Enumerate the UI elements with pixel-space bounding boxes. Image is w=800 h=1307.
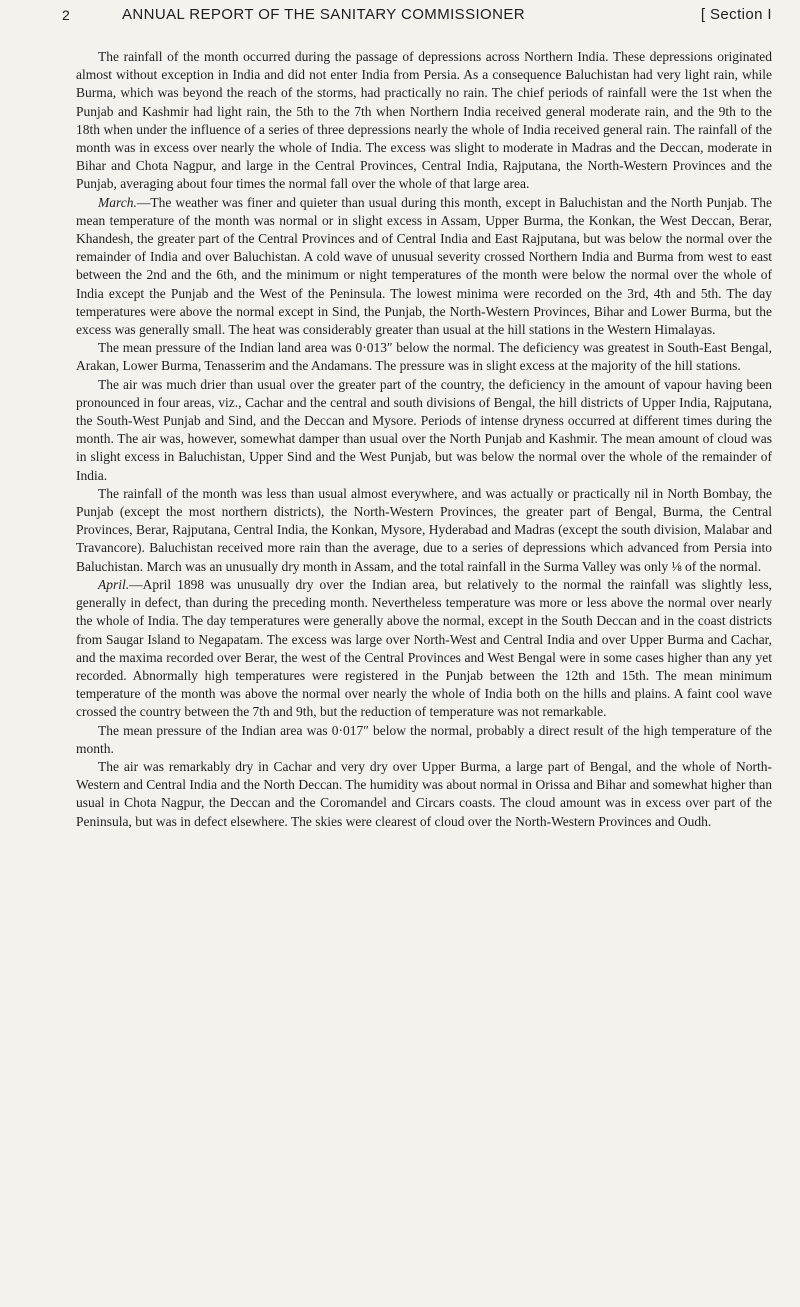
paragraph	[76, 722, 772, 758]
running-title: ANNUAL REPORT OF THE SANITARY COMMISSIONER	[122, 6, 525, 23]
paragraph	[76, 194, 772, 340]
paragraph-text: —The weather was finer and quieter than usual during this month, except in Baluchistan and the North Punjab. The mean temperature of the month was normal or in slight excess in Assam, Upper Burma, the Konkan, the West Deccan, Berar, Khandesh, the greater part of the Central Provinces and of Central India and East Rajputana, but was below the normal over the remainder of India and over Baluchistan. A cold wave of unusual severity crossed Northern India and Burma from west to east between the 2nd and the 6th, and the minimum or night temperatures of the month were below the normal over the whole of India except the Punjab and the West of the Peninsula. The lowest minima were recorded on the 3rd, 4th and 5th. The day temperatures were above the normal except in Sind, the Punjab, the North-Western Provinces, Bihar and Lower Burma, but the excess was generally small. The heat was considerably greater than usual at the hill stations in the Western Himalayas.	[76, 194, 772, 338]
paragraph-text: The air was remarkably dry in Cachar and very dry over Upper Burma, a large part of Bengal, and the whole of North-Western and Central India and the North Deccan. The humidity was about normal in Orissa and Bihar and somewhat higher than usual in Chota Nagpur, the Deccan and the Coromandel and Circars coasts. The cloud amount was in excess over part of the Peninsula, but was in defect elsewhere. The skies were clearest of cloud over the North-Western Provinces and Oudh.	[76, 758, 772, 829]
paragraph-text: The mean pressure of the Indian land area was 0·013″ below the normal. The deficiency was greatest in South-East Bengal, Arakan, Lower Burma, Tenasserim and the Andamans. The pressure was in slight excess at the majority of the hill stations.	[76, 340, 772, 374]
month-heading-march: March.	[98, 194, 137, 210]
page-header	[62, 6, 772, 30]
paragraph-text: The rainfall of the month occurred during the passage of depressions across Northern India. These depressions originated almost without exception in India and did not enter India from Persia. As a consequence Baluchistan had very light rain, while Burma, which was beyond the reach of the storms, had practically no rain. The chief periods of rainfall were the 1st when the Punjab and Kashmir had light rain, the 5th to the 7th when Northern India received general moderate rain, and the 9th to the 18th when under the influence of a series of three depressions nearly the whole of India received general rain. The rainfall of the month was in excess over nearly the whole of India. The excess was slight to moderate in Madras and the Deccan, moderate in Bihar and Chota Nagpur, and large in the Central Provinces, Central India, Rajputana, the North-Western Provinces and the Punjab, averaging about four times the normal fall over the whole of that large area.	[76, 49, 772, 192]
paragraph	[76, 339, 772, 375]
paragraph	[76, 758, 772, 831]
paragraph-text: —April 1898 was unusually dry over the Indian area, but relatively to the normal the rainfall was slightly less, generally in defect, than during the preceding month. Nevertheless temperature was more or less above the normal over nearly the whole of India. The day temperatures were generally above the normal, except in the South Deccan and in the coast districts from Saugar Island to Negapatam. The excess was large over North-West and Central India and over Upper Burma and Cachar, and the maxima recorded over Berar, the west of the Central Provinces and West Bengal were in some cases higher than any yet recorded. Abnormally high temperatures were registered in the Punjab between the 12th and 15th. The mean minimum temperature of the month was above the normal over nearly the whole of India both on the hills and plains. A faint cool wave crossed the country between the 7th and 9th, but the reduction of temperature was not remarkable.	[76, 576, 772, 720]
paragraph-text: The rainfall of the month was less than usual almost everywhere, and was actually or practically nil in North Bombay, the Punjab (except the most northern districts), the North-Western Provinces, the greater part of Bengal, Burma, the Central Provinces, Berar, Rajputana, Central India, the Konkan, Mysore, Hyderabad and Madras (except the south division, Malabar and Travancore). Baluchistan received more rain than the average, due to a series of depressions which advanced from Persia into Baluchistan. March was an unusually dry month in Assam, and the total rainfall in the Surma Valley was only ⅛ of the normal.	[76, 485, 772, 574]
paragraph	[76, 576, 772, 722]
paragraph	[76, 376, 772, 485]
page-number: 2	[62, 7, 71, 23]
paragraph	[76, 485, 772, 576]
section-label: [ Section I	[700, 6, 772, 23]
body-text	[76, 48, 772, 831]
month-heading-april: April.	[98, 576, 130, 592]
paragraph-text: The mean pressure of the Indian area was 0·017″ below the normal, probably a direct result of the high temperature of the month.	[76, 722, 772, 756]
paragraph	[76, 48, 772, 194]
paragraph-text: The air was much drier than usual over the greater part of the country, the deficiency in the amount of vapour having been pronounced in four areas, viz., Cachar and the central and south divisions of Bengal, the hill districts of Upper India, Rajputana, the South-West Punjab and Sind, and the Deccan and Mysore. Periods of intense dryness occurred at different times during the month. The air was, however, somewhat damper than usual over the North Punjab and Kashmir. The mean amount of cloud was in slight excess in Baluchistan, Upper Sind and the West Punjab, but was below the normal over the whole of the remainder of India.	[76, 376, 772, 483]
